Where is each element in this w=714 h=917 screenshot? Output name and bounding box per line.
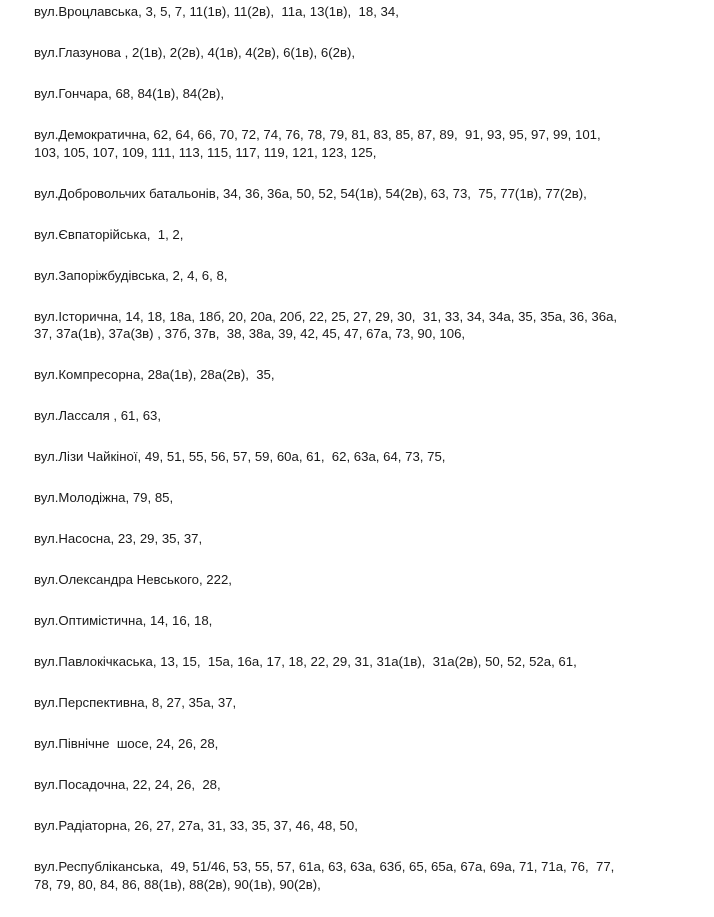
street-entry <box>34 126 674 161</box>
street-entry-line: вул.Лассаля , 61, 63, <box>34 408 162 423</box>
street-entry <box>34 407 674 425</box>
street-entry-line: вул.Павлокічкаська, 13, 15, 15а, 16а, 17, 18, 22, 29, 31, 31а(1в), 31а(2в), 50, 52, 52а, 61, <box>34 654 577 669</box>
street-entry <box>34 448 674 466</box>
street-entry <box>34 735 674 753</box>
street-entry <box>34 653 674 671</box>
street-entry <box>34 817 674 835</box>
street-entry-line: вул.Компресорна, 28а(1в), 28а(2в), 35, <box>34 367 275 382</box>
street-entry-line: вул.Євпаторійська, 1, 2, <box>34 226 184 242</box>
street-entry-line: вул.Республіканська, 49, 51/46, 53, 55, 57, 61а, 63, 63а, 63б, 65, 65а, 67а, 69а, 71, 71а, 76, 77, <box>34 859 615 874</box>
street-entry-line: 78, 79, 80, 84, 86, 88(1в), 88(2в), 90(1в), 90(2в), <box>34 876 321 892</box>
street-entry <box>34 85 674 103</box>
street-entry <box>34 612 674 630</box>
street-entry <box>34 267 674 285</box>
street-entry <box>34 226 674 244</box>
street-entry <box>34 571 674 589</box>
street-entry-line: вул.Демократична, 62, 64, 66, 70, 72, 74, 76, 78, 79, 81, 83, 85, 87, 89, 91, 93, 95, 97, 99, 101, <box>34 127 601 142</box>
street-entry-line: вул.Глазунова , 2(1в), 2(2в), 4(1в), 4(2в), 6(1в), 6(2в), <box>34 45 355 60</box>
street-entry-line: вул.Гончара, 68, 84(1в), 84(2в), <box>34 86 225 101</box>
street-entry-line: вул.Північне шосе, 24, 26, 28, <box>34 736 219 751</box>
street-entry-line: вул.Оптимістична, 14, 16, 18, <box>34 613 213 628</box>
street-entry-line: вул.Перспективна, 8, 27, 35а, 37, <box>34 695 237 710</box>
street-entry <box>34 858 674 893</box>
street-entry <box>34 308 674 343</box>
street-entry-line: вул.Молодіжна, 79, 85, <box>34 490 174 505</box>
address-list-document <box>34 3 674 917</box>
street-entry <box>34 366 674 384</box>
street-entry-line: вул.Лізи Чайкіної, 49, 51, 55, 56, 57, 59, 60а, 61, 62, 63а, 64, 73, 75, <box>34 449 446 464</box>
street-entry <box>34 44 674 62</box>
street-entry <box>34 694 674 712</box>
street-entry <box>34 776 674 794</box>
street-entry-line: вул.Історична, 14, 18, 18а, 18б, 20, 20а, 20б, 22, 25, 27, 29, 30, 31, 33, 34, 34а, 35, 35а, 36, 36а, <box>34 308 618 324</box>
street-entry <box>34 530 674 548</box>
street-entry-line: 37, 37а(1в), 37а(3в) , 37б, 37в, 38, 38а, 39, 42, 45, 47, 67а, 73, 90, 106, <box>34 326 466 341</box>
street-entry-line: вул.Добровольчих батальонів, 34, 36, 36а, 50, 52, 54(1в), 54(2в), 63, 73, 75, 77(1в), 77(2в), <box>34 185 587 201</box>
street-entry-line: 103, 105, 107, 109, 111, 113, 115, 117, 119, 121, 123, 125, <box>34 144 377 160</box>
street-entry-line: вул.Вроцлавська, 3, 5, 7, 11(1в), 11(2в), 11а, 13(1в), 18, 34, <box>34 4 399 19</box>
street-entry-line: вул.Посадочна, 22, 24, 26, 28, <box>34 777 221 792</box>
street-entry <box>34 489 674 507</box>
street-entry-line: вул.Запоріжбудівська, 2, 4, 6, 8, <box>34 267 228 283</box>
street-entry <box>34 3 674 21</box>
street-entry-line: вул.Радіаторна, 26, 27, 27а, 31, 33, 35, 37, 46, 48, 50, <box>34 818 358 833</box>
street-entry-line: вул.Насосна, 23, 29, 35, 37, <box>34 531 203 546</box>
street-entry <box>34 185 674 203</box>
street-entry-line: вул.Олександра Невського, 222, <box>34 572 232 587</box>
